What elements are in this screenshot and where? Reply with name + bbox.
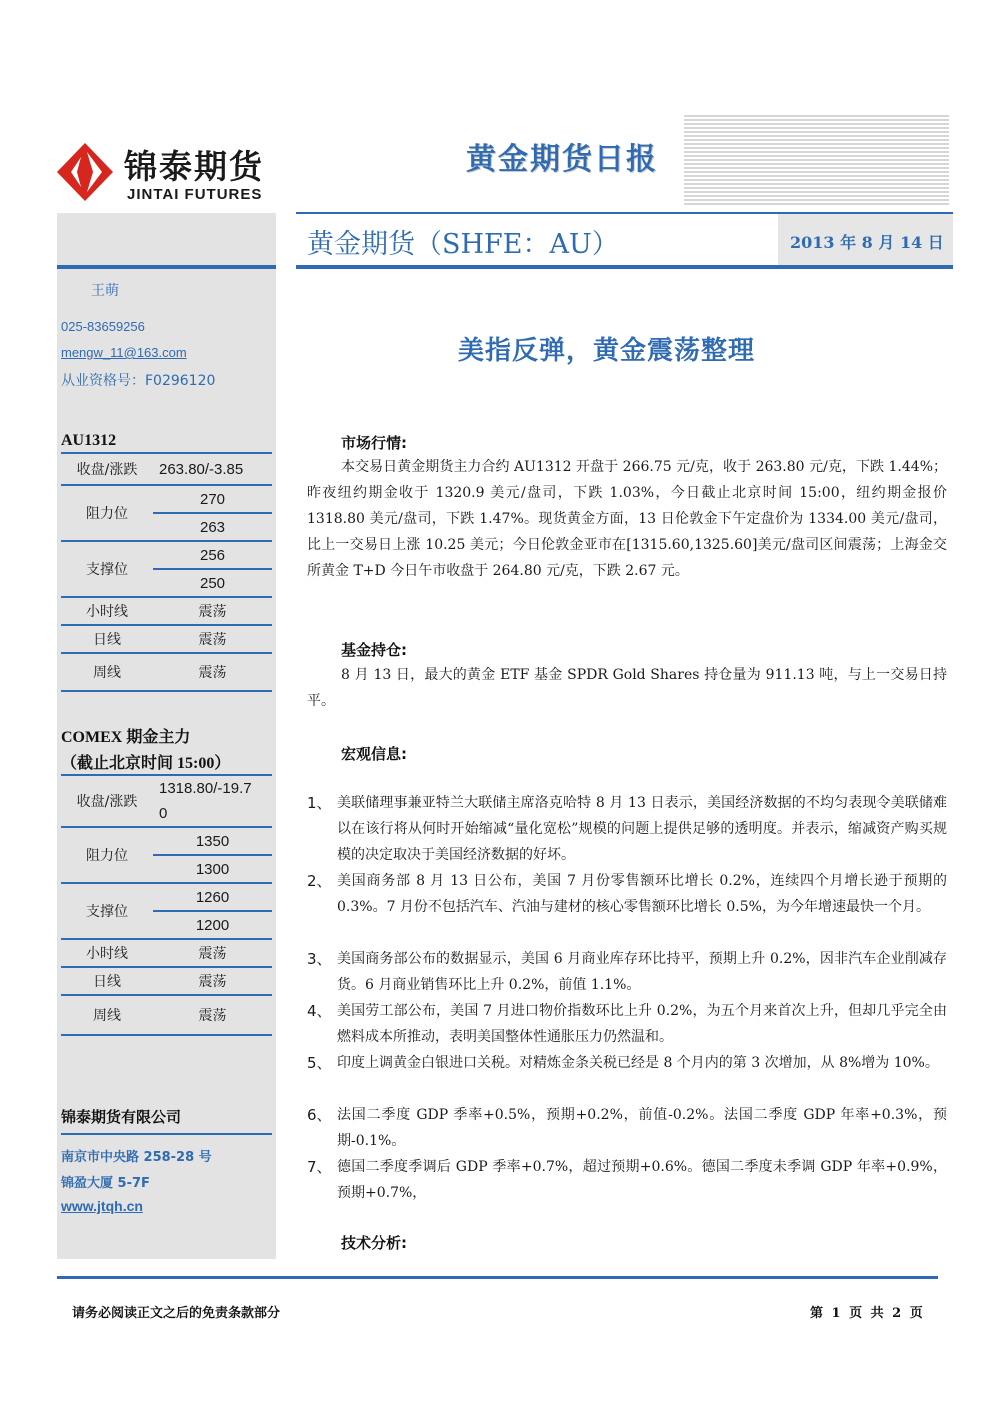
au-quote-table (61, 452, 272, 692)
company-address-line1: 南京市中央路 258-28 号 (61, 1150, 212, 1165)
macro-item: 5、 印度上调黄金白银进口关税。对精炼金条关税已经是 8 个月内的第 3 次增加，从 8%增为 10%。 (307, 1054, 939, 1072)
au-hourly-value: 震荡 (153, 597, 272, 625)
author-phone: 025-83659256 (61, 319, 145, 334)
company-website-link[interactable]: www.jtqh.cn (61, 1198, 143, 1214)
au-resistance-2: 263 (153, 513, 272, 541)
fund-heading: 基金持仓: (341, 641, 407, 659)
au-hourly-label: 小时线 (61, 597, 153, 625)
report-title: 黄金期货日报 (466, 142, 658, 177)
company-divider (61, 1133, 272, 1135)
company-name-cn: 锦泰期货 (124, 147, 264, 186)
comex-daily-label: 日线 (61, 967, 153, 995)
subject-divider (296, 265, 953, 269)
comex-hourly-value: 震荡 (153, 939, 272, 967)
company-name-sidebar: 锦泰期货有限公司 (61, 1108, 182, 1126)
fund-paragraph: 8 月 13 日，最大的黄金 ETF 基金 SPDR Gold Shares 持仓量为 911.13 吨，与上一交易日持平。 (307, 667, 947, 709)
comex-weekly-label: 周线 (61, 995, 153, 1035)
author-name: 王萌 (91, 283, 119, 299)
company-address-line2: 锦盈大厦 5-7F (61, 1176, 150, 1191)
macro-heading: 宏观信息: (341, 745, 407, 763)
comex-section-title: COMEX 期金主力 (61, 729, 191, 746)
au-support-2: 250 (153, 569, 272, 597)
macro-item: 2、 美国商务部 8 月 13 日公布，美国 7 月份零售额环比增长 0.2%，连续四个月增长逊于预期的 0.3%。7 月份不包括汽车、汽油与建材的核心零售额环比增长 0.5%，为今年增速最快一个月。 (307, 872, 947, 915)
report-date: 2013 年 8 月 14 日 (790, 233, 944, 252)
comex-support-label: 支撑位 (61, 883, 153, 939)
macro-item: 4、 美国劳工部公布，美国 7 月进口物价指数环比上升 0.2%，为五个月来首次上升，但却几乎完全由燃料成本所推动，表明美国整体性通胀压力仍然温和。 (307, 1002, 947, 1045)
au-support-1: 256 (153, 541, 272, 569)
footer-divider (57, 1276, 938, 1279)
au-support-label: 支撑位 (61, 541, 153, 597)
comex-support-2: 1200 (153, 911, 272, 939)
comex-quote-table (61, 774, 272, 1036)
comex-section-subtitle: （截止北京时间 15:00） (61, 755, 231, 772)
macro-item: 6、 法国二季度 GDP 季率+0.5%，预期+0.2%，前值-0.2%。法国二季度 GDP 年率+0.3%，预期-0.1%。 (307, 1106, 947, 1149)
header-stripe-decoration (684, 115, 949, 207)
sidebar-divider (57, 265, 276, 269)
comex-close-label: 收盘/涨跌 (61, 775, 153, 827)
comex-daily-value: 震荡 (153, 967, 272, 995)
au-weekly-value: 震荡 (153, 653, 272, 691)
tech-heading: 技术分析: (341, 1234, 407, 1252)
comex-support-1: 1260 (153, 883, 272, 911)
macro-item: 3、 美国商务部公布的数据显示，美国 6 月商业库存环比持平，预期上升 0.2%，因非汽车企业削减存货。6 月商业销售环比上升 0.2%，前值 1.1%。 (307, 950, 947, 993)
au-close-label: 收盘/涨跌 (61, 453, 153, 485)
comex-resistance-1: 1350 (153, 827, 272, 855)
au-daily-label: 日线 (61, 625, 153, 653)
author-license: 从业资格号：F0296120 (61, 373, 216, 389)
au-daily-value: 震荡 (153, 625, 272, 653)
comex-resistance-2: 1300 (153, 855, 272, 883)
au-weekly-label: 周线 (61, 653, 153, 691)
au-section-title: AU1312 (61, 432, 117, 449)
macro-item: 7、 德国二季度季调后 GDP 季率+0.7%，超过预期+0.6%。德国二季度未季调 GDP 年率+0.9%，预期+0.7%， (307, 1158, 947, 1201)
comex-hourly-label: 小时线 (61, 939, 153, 967)
market-paragraph: 本交易日黄金期货主力合约 AU1312 开盘于 266.75 元/克，收于 263.80 元/克，下跌 1.44%；昨夜纽约期金收于 1320.9 美元/盘司，下跌 1.03%，今日截止北京时间 15:00，纽约期金报价 1318.80 美元/盘司，下跌 1.47%。现货黄金方面，13 日伦敦金下午定盘价为 1334.00 美元/盘司，比上一交易日上涨 10.25 美元；今日伦敦金亚市在[1315.60,1325.60]美元/盘司区间震荡；上海金交所黄金 T+D 今日午市收盘于 264.80 元/克，下跌 2.67 元。 (307, 459, 947, 579)
company-name-en: JINTAI FUTURES (127, 186, 263, 203)
comex-close-value: 1318.80/-19.7 0 (153, 775, 272, 827)
au-close-value: 263.80/-3.85 (153, 453, 272, 485)
macro-item: 1、 美联储理事兼亚特兰大联储主席洛克哈特 8 月 13 日表示，美国经济数据的不均匀表现令美联储难以在该行将从何时开始缩减“量化宽松”规模的问题上提供足够的透明度。并表示，缩减资产购买规模的决定取决于美国经济数据的好坏。 (307, 794, 947, 863)
market-heading: 市场行情: (341, 434, 407, 452)
footer-page-number: 第 1 页 共 2 页 (810, 1306, 923, 1321)
company-logo-icon (57, 143, 113, 201)
article-headline: 美指反弹，黄金震荡整理 (458, 336, 756, 366)
au-resistance-label: 阻力位 (61, 485, 153, 541)
footer-disclaimer: 请务必阅读正文之后的免责条款部分 (72, 1306, 281, 1321)
author-email-link[interactable]: mengw_11@163.com (61, 345, 187, 360)
comex-resistance-label: 阻力位 (61, 827, 153, 883)
subject-title: 黄金期货（SHFE：AU） (307, 229, 619, 260)
au-resistance-1: 270 (153, 485, 272, 513)
comex-weekly-value: 震荡 (153, 995, 272, 1035)
